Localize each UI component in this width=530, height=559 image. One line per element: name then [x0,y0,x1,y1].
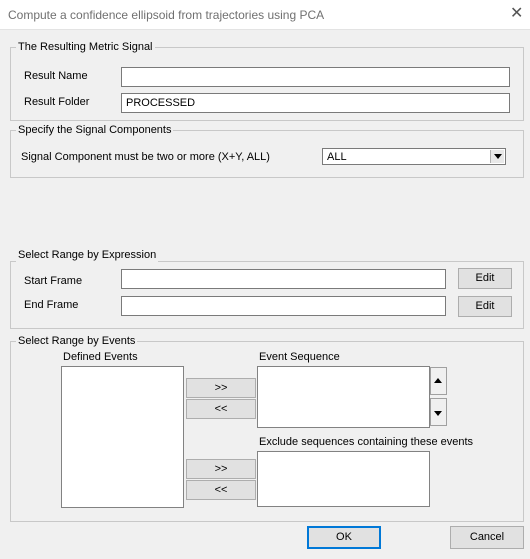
signal-component-value: ALL [327,151,347,163]
signal-component-label: Signal Component must be two or more (X+Y, ALL) [21,151,270,163]
event-sequence-label: Event Sequence [259,351,340,363]
range-events-legend: Select Range by Events [18,335,136,347]
add-event-sequence-button[interactable]: >> [186,378,256,398]
exclude-events-list[interactable] [257,451,430,507]
result-name-input[interactable] [121,67,510,87]
result-folder-label: Result Folder [24,96,90,108]
end-frame-input[interactable] [121,296,446,316]
start-frame-edit-button[interactable]: Edit [458,268,512,289]
end-frame-edit-button[interactable]: Edit [458,296,512,317]
window-title: Compute a confidence ellipsoid from trajectories using PCA [8,8,325,22]
dropdown-arrow-icon[interactable] [490,150,504,163]
signal-component-select[interactable] [322,148,506,165]
remove-exclude-button[interactable]: << [186,480,256,500]
ok-button[interactable]: OK [307,526,381,549]
close-icon[interactable]: ✕ [510,5,524,22]
defined-events-list[interactable] [61,366,184,508]
signal-components-legend: Specify the Signal Components [18,124,172,136]
start-frame-input[interactable] [121,269,446,289]
title-bar [0,0,530,30]
move-up-button[interactable] [430,367,447,395]
add-exclude-button[interactable]: >> [186,459,256,479]
result-folder-input[interactable]: PROCESSED [121,93,510,113]
result-name-label: Result Name [24,70,88,82]
arrow-up-icon [434,378,442,383]
metric-signal-legend: The Resulting Metric Signal [18,41,153,53]
defined-events-label: Defined Events [63,351,138,363]
arrow-down-icon [434,411,442,416]
cancel-button[interactable]: Cancel [450,526,524,549]
remove-event-sequence-button[interactable]: << [186,399,256,419]
end-frame-label: End Frame [24,299,79,311]
exclude-events-label: Exclude sequences containing these events [259,436,474,448]
range-expression-legend: Select Range by Expression [18,249,157,261]
event-sequence-list[interactable] [257,366,430,428]
move-down-button[interactable] [430,398,447,426]
start-frame-label: Start Frame [24,275,83,287]
